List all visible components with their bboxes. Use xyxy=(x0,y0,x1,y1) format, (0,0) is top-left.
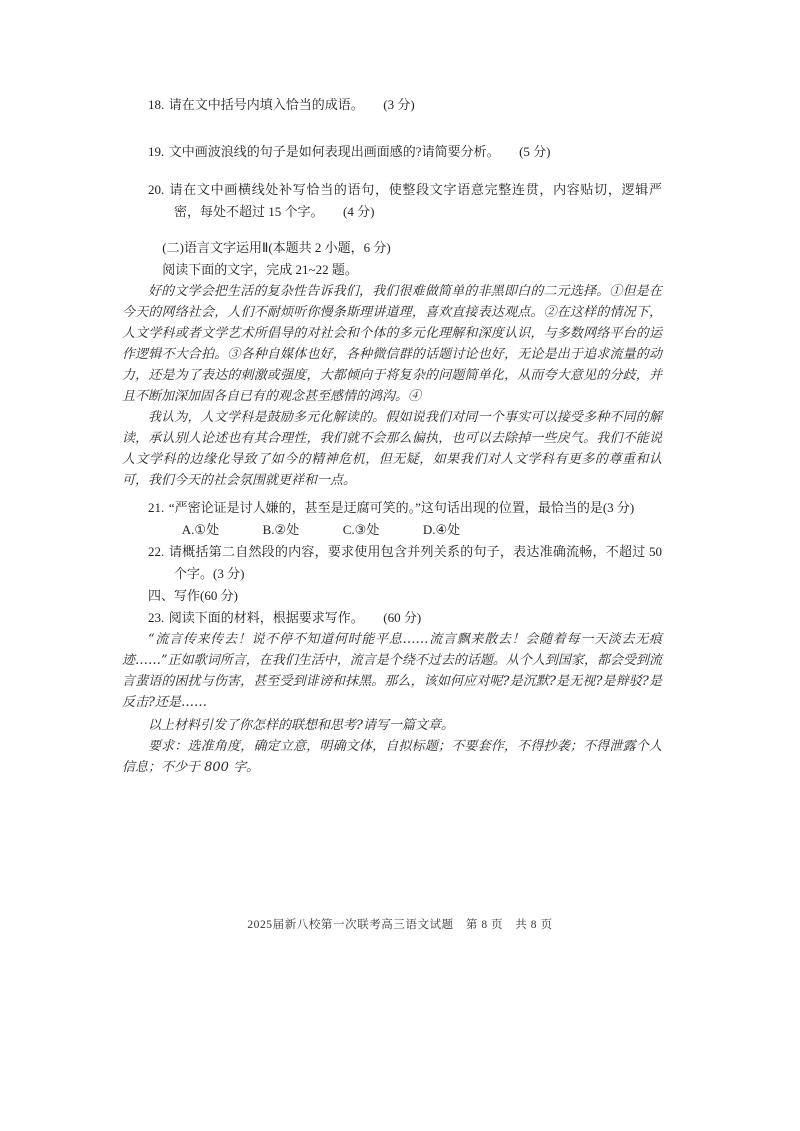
section-2-heading: (二)语言文字运用Ⅱ(本题共 2 小题，6 分) xyxy=(162,240,391,255)
question-23 xyxy=(148,607,662,629)
question-20 xyxy=(148,179,662,223)
question-22-number: 22. xyxy=(148,544,165,559)
page-footer: 2025届新八校第一次联考高三语文试题 第 8 页 共 8 页 xyxy=(247,919,553,931)
essay-requirements: 要求：选准角度，确定立意，明确文体，自拟标题；不要套作，不得抄袭；不得泄露个人信息；不少于 800 字。 xyxy=(122,739,662,775)
passage-paragraph-1: 好的文学会把生活的复杂性告诉我们，我们很难做简单的非黑即白的二元选择。①但是在今天的网络社会，人们不耐烦听你慢条斯理讲道理，喜欢直接表达观点。②在这样的情况下，人文学科或者文学艺术所倡导的对社会和个体的多元化理解和深度认识，与多数网络平台的运作逻辑不大合拍。③各种自媒体也好，各种微信群的话题讨论也好，无论是出于追求流量的动力，还是为了表达的刺激或强度，大都倾向于将复杂的问题简单化，从而夸大意见的分歧，并且不断加深加固各自已有的观念甚至感情的鸿沟。④ xyxy=(122,284,662,404)
passage-paragraph-2: 我认为，人文学科是鼓励多元化解读的。假如说我们对同一个事实可以接受多种不同的解读，承认别人论述也有其合理性，我们就不会那么偏执，也可以去除掉一些戾气。我们不能说人文学科的边缘化导致了如今的精神危机，但无疑，如果我们对人文学科有更多的尊重和认可，我们今天的社会氛围就更祥和一点。 xyxy=(122,410,662,488)
question-22 xyxy=(148,541,662,585)
question-19-number: 19. xyxy=(148,144,165,159)
section-4-heading: 四、写作(60 分) xyxy=(148,588,238,603)
question-19-text: 文中画波浪线的句子是如何表现出画面感的?请简要分析。 (5 分) xyxy=(168,144,551,159)
section-2-intro: 阅读下面的文字，完成 21~22 题。 xyxy=(162,262,358,277)
question-18-text: 请在文中括号内填入恰当的成语。 (3 分) xyxy=(168,97,415,112)
option-d: D.④处 xyxy=(422,522,461,537)
question-23-text: 阅读下面的材料，根据要求写作。 (60 分) xyxy=(168,610,422,625)
question-23-number: 23. xyxy=(148,610,165,625)
question-18-number: 18. xyxy=(148,97,165,112)
question-21 xyxy=(148,497,662,519)
question-18 xyxy=(148,94,662,116)
question-19 xyxy=(148,141,662,163)
essay-material: “流言传来传去！说不停不知道何时能平息……流言飘来散去！会随着每一天淡去无痕迹……”正如歌词所言，在我们生活中，流言是个绕不过去的话题。从个人到国家，都会受到流言蜚语的困扰与伤害，甚至受到诽谤和抹黑。那么，该如何应对呢?是沉默?是无视?是辩驳?是反击?还是…… xyxy=(122,632,662,710)
question-21-number: 21. xyxy=(148,500,165,515)
essay-prompt: 以上材料引发了你怎样的联想和思考?请写一篇文章。 xyxy=(148,718,454,733)
option-a: A.①处 xyxy=(181,522,220,537)
question-21-options xyxy=(148,519,662,541)
question-22-text: 请概括第二自然段的内容，要求使用包含并列关系的句子，表达准确流畅，不超过 50 个字。(3 分) xyxy=(168,544,662,581)
option-c: C.③处 xyxy=(342,522,380,537)
question-21-stem: “严密论证是讨人嫌的，甚至是迂腐可笑的。”这句话出现的位置，最恰当的是(3 分) xyxy=(168,500,635,515)
option-b: B.②处 xyxy=(262,522,300,537)
question-20-text: 请在文中画横线处补写恰当的语句，使整段文字语意完整连贯，内容贴切，逻辑严密，每处不超过 15 个字。 (4 分) xyxy=(168,182,662,219)
question-20-number: 20. xyxy=(148,182,165,197)
